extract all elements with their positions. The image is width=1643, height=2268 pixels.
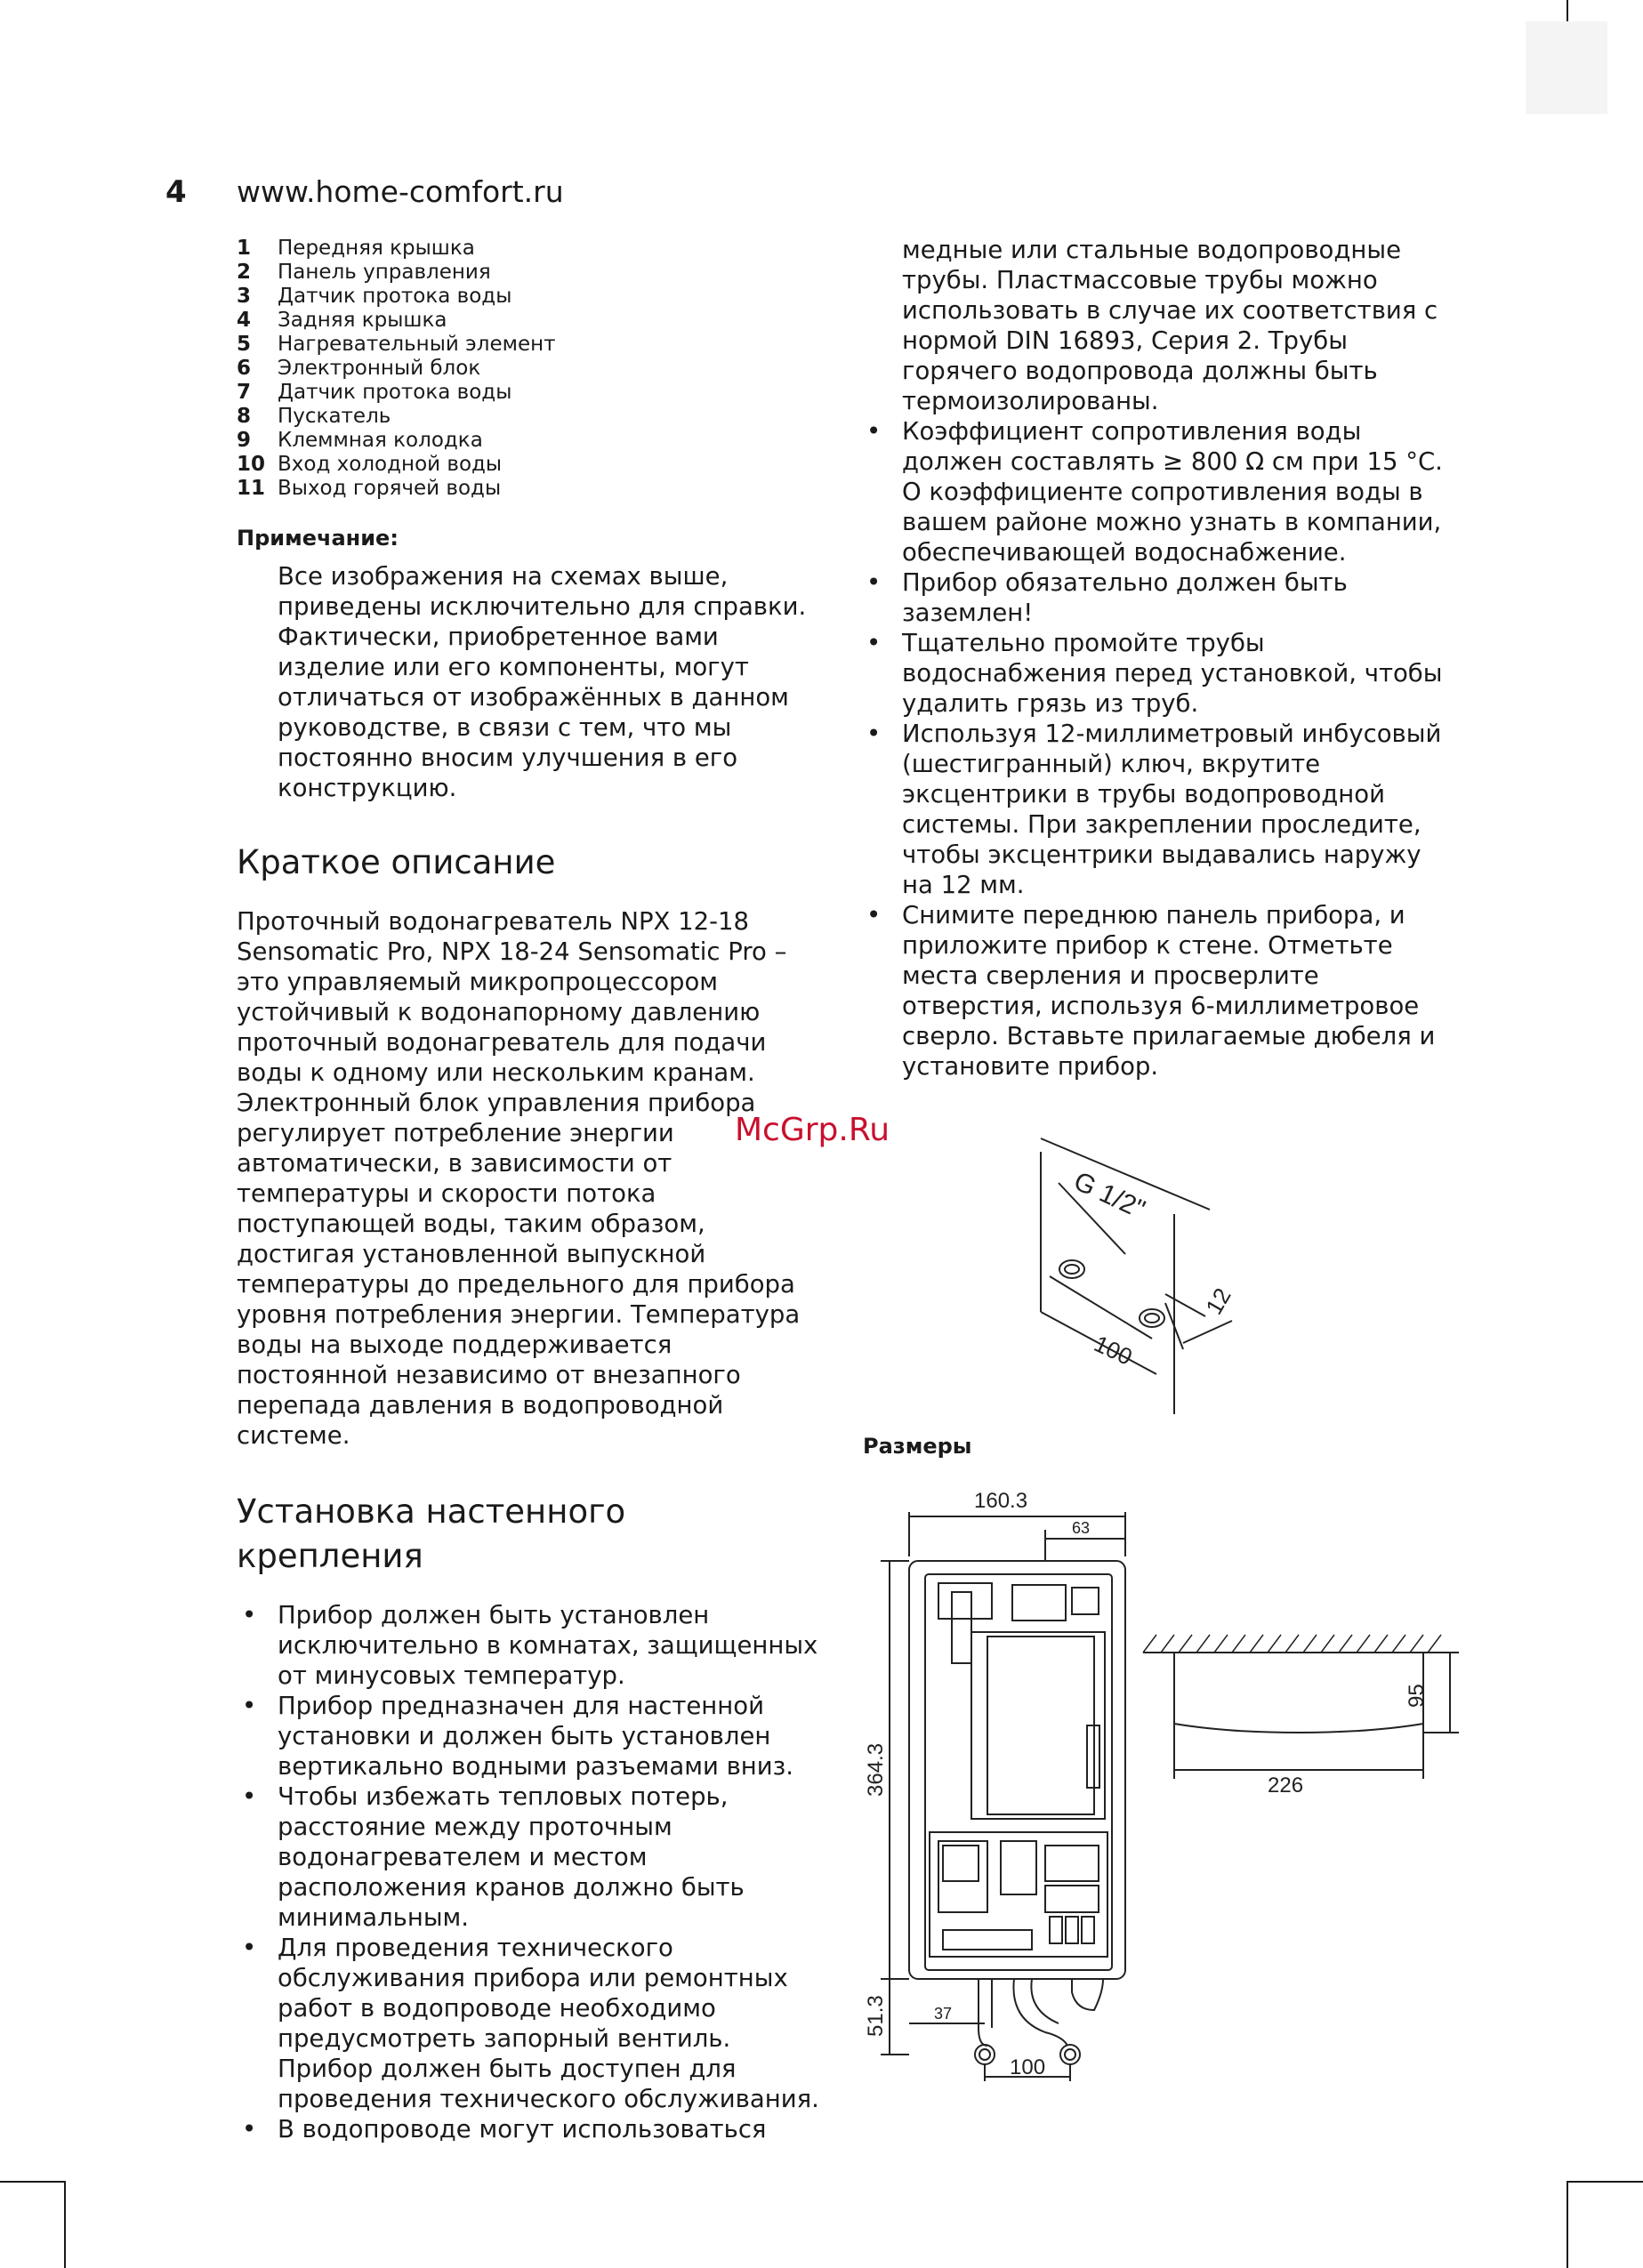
- left-column: [237, 237, 824, 2144]
- sizes-label: Размеры: [863, 1434, 972, 1459]
- list-item: • Чтобы избежать тепловых потерь, расстояние между проточным водонагревателем и местом расположения кранов должно быть минимальным.: [242, 1782, 745, 1932]
- install-bullets-left: [237, 1600, 824, 2144]
- crop-mark: [0, 2181, 64, 2183]
- list-item: 9 Клеммная колодка: [237, 429, 483, 452]
- dim-bottom: 51.3: [864, 1995, 888, 2037]
- crop-mark: [1566, 2181, 1568, 2268]
- site-url: www.home-comfort.ru: [237, 174, 564, 209]
- list-item: 4 Задняя крышка: [237, 309, 447, 332]
- list-item: 7 Датчик протока воды: [237, 381, 512, 404]
- page-number: 4: [165, 174, 187, 210]
- dim-height: 364.3: [864, 1742, 888, 1797]
- dim-pipe-spacing: 100: [1010, 2055, 1046, 2079]
- list-item: 3 Датчик протока воды: [237, 285, 512, 308]
- list-item: • Коэффициент сопротивления воды должен составлять ≥ 800 Ω см при 15 °С. О коэффициенте сопротивления воды в вашем районе можно узнать в компании, обеспечивающей водоснабжение.: [866, 417, 1443, 567]
- dim-offset-top: 63: [1072, 1519, 1091, 1537]
- right-column: [861, 235, 1448, 1082]
- list-item: 6 Электронный блок: [237, 357, 481, 380]
- list-item: • Используя 12-миллиметровый инбусовый (шестигранный) ключ, вкрутите эксцентрики в трубы водопроводной системы. При закреплении проследите, чтобы эксцентрики выдавались наружу на 12 мм.: [866, 720, 1442, 899]
- dim-depth: 95: [1405, 1684, 1429, 1708]
- thread-label: G 1/2": [1069, 1166, 1150, 1225]
- pipe-fitting-icon: [1059, 1260, 1164, 1327]
- dim-width: 160.3: [974, 1489, 1028, 1513]
- list-item: • В водопроводе могут использоваться: [242, 2115, 767, 2143]
- dim-side-width: 226: [1268, 1773, 1304, 1798]
- brief-heading: Краткое описание: [237, 843, 556, 881]
- corner-shade: [1526, 21, 1607, 114]
- list-item: 10 Вход холодной воды: [237, 453, 503, 476]
- list-item: • Прибор обязательно должен быть заземлен!: [866, 568, 1348, 627]
- install-bullets-right: [861, 416, 1448, 1082]
- pipe-diagram: [1023, 1107, 1272, 1419]
- note-title: Примечание:: [237, 526, 399, 551]
- list-item: 2 Панель управления: [237, 261, 491, 284]
- list-item: • Прибор должен быть установлен исключительно в комнатах, защищенных от минусовых температур.: [242, 1601, 818, 1690]
- install-heading: Установка настенного крепления: [237, 1492, 626, 1575]
- dim-offset-bottom: 37: [934, 2005, 953, 2023]
- parts-list: [237, 237, 824, 501]
- list-item: 8 Пускатель: [237, 405, 391, 428]
- crop-mark: [64, 2181, 66, 2268]
- brief-text: Проточный водонагреватель NPX 12-18 Sensomatic Pro, NPX 18-24 Sensomatic Pro – это управляемый микропроцессором устойчивый к водонапорному давлению проточный водонагреватель для подачи воды к одному или нескольким кранам. Электронный блок управления прибора регулирует потребление энергии автоматически, в зависимости от температуры и скорости потока поступающей воды, таким образом, достигая установленной выпускной температуры до предельного для прибора уровня потребления энергии. Температура воды на выходе поддерживается постоянной независимо от внезапного перепада давления в водопроводной системе.: [237, 907, 801, 1450]
- list-item: • Снимите переднюю панель прибора, и приложите прибор к стене. Отметьте места сверления и просверлите отверстия, используя 6-миллиметровое сверло. Вставьте прилагаемые дюбеля и установите прибор.: [866, 901, 1436, 1081]
- dim-protrusion: 12: [1200, 1283, 1236, 1319]
- list-item: • Тщательно промойте трубы водоснабжения перед установкой, чтобы удалить грязь из труб.: [866, 629, 1443, 718]
- list-item: 11 Выход горячей воды: [237, 477, 502, 500]
- bullet-continuation: медные или стальные водопроводные трубы. Пластмассовые трубы можно использовать в случае их соответствия с нормой DIN 16893, Серия 2. Трубы горячего водопровода должны быть термоизолированы.: [902, 236, 1438, 415]
- list-item: 5 Нагревательный элемент: [237, 333, 556, 356]
- crop-mark: [1567, 2181, 1643, 2183]
- list-item: • Для проведения технического обслуживания прибора или ремонтных работ в водопроводе необходимо предусмотреть запорный вентиль. Прибор должен быть доступен для проведения технического обслуживания.: [242, 1934, 819, 2113]
- note-text: Все изображения на схемах выше, приведены исключительно для справки. Фактически, приобретенное вами изделие или его компоненты, могут отличаться от изображённых в данном руководстве, в связи с тем, что мы постоянно вносим улучшения в его конструкцию.: [278, 562, 807, 802]
- wall-hatch: [1143, 1635, 1441, 1653]
- list-item: • Прибор предназначен для настенной установки и должен быть установлен вертикально водными разъемами вниз.: [242, 1692, 794, 1781]
- dim-spacing: 100: [1090, 1330, 1137, 1371]
- watermark-text: McGrp.Ru: [735, 1112, 890, 1148]
- dimensions-drawing: [854, 1476, 1459, 2081]
- list-item: 1 Передняя крышка: [237, 237, 475, 260]
